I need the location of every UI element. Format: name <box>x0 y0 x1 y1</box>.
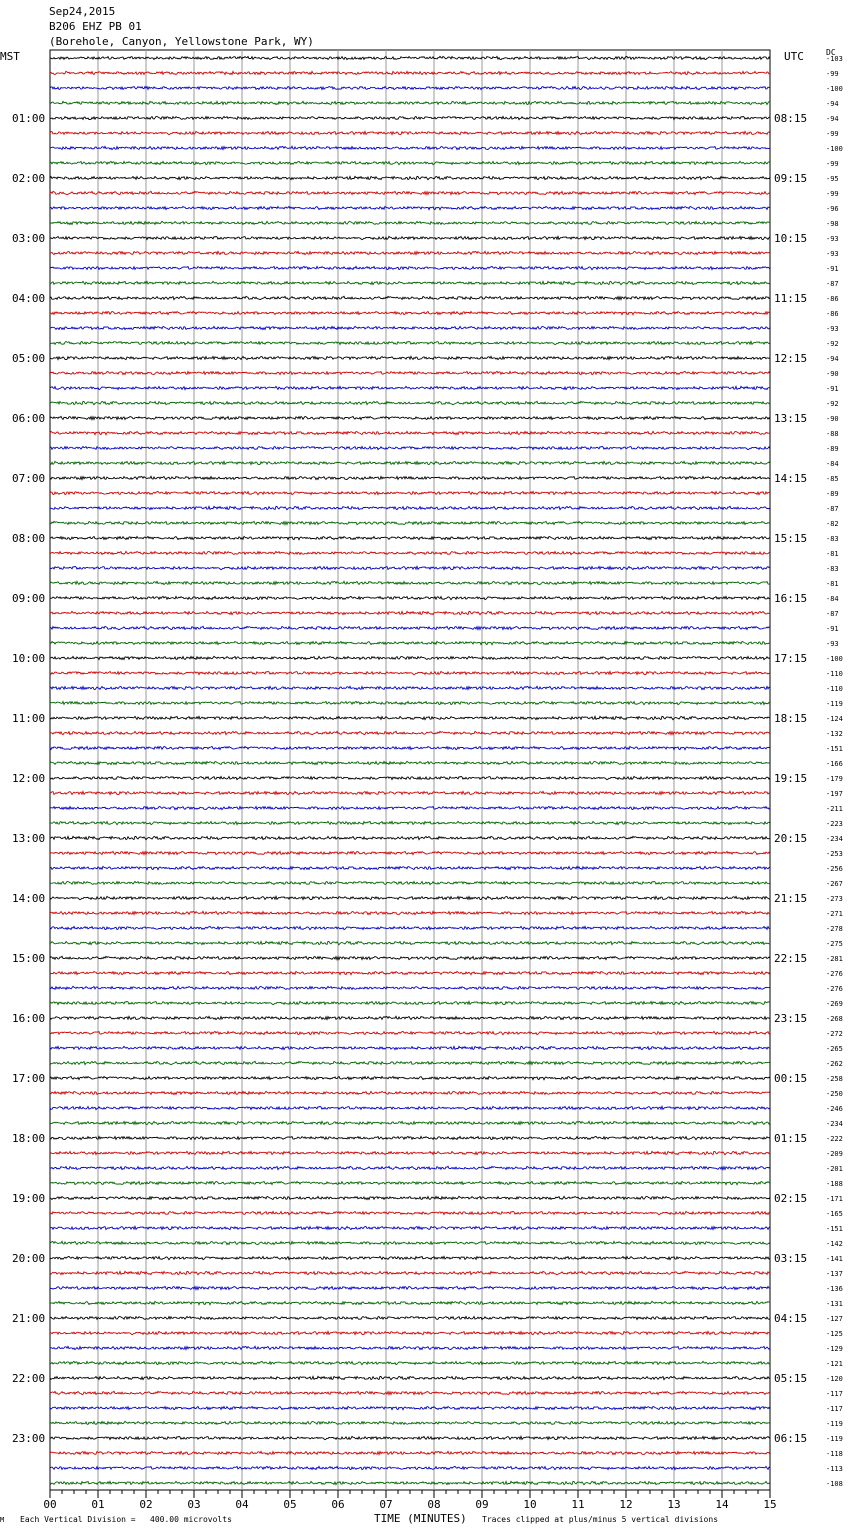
mst-hour-label: 14:00 <box>12 892 46 905</box>
dc-offset-label: -82 <box>826 520 839 528</box>
dc-offset-label: -92 <box>826 340 839 348</box>
seismic-trace <box>50 1136 770 1139</box>
seismic-trace <box>50 116 770 119</box>
seismic-trace <box>50 251 770 254</box>
utc-hour-label: 08:15 <box>774 112 808 125</box>
dc-offset-label: -256 <box>826 865 843 873</box>
seismic-trace <box>50 71 770 74</box>
station-location: (Borehole, Canyon, Yellowstone Park, WY) <box>49 35 314 48</box>
scale-note-prefix: Each Vertical Division = <box>20 1515 136 1524</box>
dc-offset-label: -84 <box>826 460 839 468</box>
seismic-trace <box>50 56 770 59</box>
dc-offset-label: -276 <box>826 970 843 978</box>
mst-hour-label: 16:00 <box>12 1012 46 1025</box>
mst-hour-label: 12:00 <box>12 772 46 785</box>
mst-hour-label: 21:00 <box>12 1312 46 1325</box>
dc-offset-label: -113 <box>826 1465 843 1473</box>
utc-hour-label: 12:15 <box>774 352 808 365</box>
seismic-trace <box>50 926 770 929</box>
x-tick-label: 15 <box>763 1498 777 1511</box>
dc-offset-label: -81 <box>826 550 839 558</box>
dc-offset-label: -151 <box>826 745 843 753</box>
seismic-trace <box>50 1151 770 1154</box>
seismic-trace <box>50 866 770 869</box>
dc-offset-label: -171 <box>826 1195 843 1203</box>
mst-hour-label: 05:00 <box>12 352 46 365</box>
dc-offset-label: -90 <box>826 370 839 378</box>
dc-offset-label: -87 <box>826 280 839 288</box>
dc-offset-label: -129 <box>826 1345 843 1353</box>
clip-note: Traces clipped at plus/minus 5 vertical divisions <box>482 1515 719 1524</box>
seismic-trace <box>50 566 770 569</box>
seismic-trace <box>50 161 770 164</box>
seismic-trace <box>50 1286 770 1289</box>
left-timezone-label: MST <box>0 50 20 63</box>
scale-note-value: 400.00 microvolts <box>150 1515 232 1524</box>
x-tick-label: 12 <box>619 1498 633 1511</box>
x-tick-label: 07 <box>379 1498 393 1511</box>
seismic-trace <box>50 1046 770 1049</box>
plot-date: Sep24,2015 <box>49 5 116 18</box>
seismic-trace <box>50 821 770 824</box>
mst-hour-label: 13:00 <box>12 832 46 845</box>
mst-hour-label: 18:00 <box>12 1132 46 1145</box>
seismic-trace <box>50 1481 770 1484</box>
seismic-trace <box>50 881 770 884</box>
dc-offset-label: -188 <box>826 1180 843 1188</box>
seismic-trace <box>50 1346 770 1349</box>
dc-offset-label: -222 <box>826 1135 843 1143</box>
seismic-trace <box>50 596 770 599</box>
seismic-trace <box>50 1391 770 1394</box>
x-tick-label: 02 <box>139 1498 153 1511</box>
seismic-trace <box>50 146 770 149</box>
seismic-trace <box>50 686 770 689</box>
dc-offset-label: -119 <box>826 700 843 708</box>
dc-offset-label: -234 <box>826 1120 843 1128</box>
dc-offset-label: -93 <box>826 235 839 243</box>
dc-offset-label: -92 <box>826 400 839 408</box>
utc-hour-label: 03:15 <box>774 1252 808 1265</box>
dc-offset-label: -90 <box>826 415 839 423</box>
seismic-trace <box>50 1106 770 1109</box>
dc-offset-label: -124 <box>826 715 843 723</box>
seismic-trace <box>50 476 770 479</box>
seismic-trace <box>50 461 770 464</box>
dc-offset-label: -271 <box>826 910 843 918</box>
seismic-trace <box>50 836 770 839</box>
seismic-trace <box>50 191 770 194</box>
dc-offset-label: -151 <box>826 1225 843 1233</box>
x-tick-label: 14 <box>715 1498 729 1511</box>
seismic-trace <box>50 1241 770 1244</box>
dc-offset-label: -84 <box>826 595 839 603</box>
x-tick-label: 04 <box>235 1498 249 1511</box>
dc-offset-label: -201 <box>826 1165 843 1173</box>
seismic-trace <box>50 236 770 239</box>
dc-offset-label: -94 <box>826 115 839 123</box>
seismic-trace <box>50 311 770 314</box>
dc-offset-label: -127 <box>826 1315 843 1323</box>
seismic-trace <box>50 401 770 404</box>
dc-offset-label: -197 <box>826 790 843 798</box>
seismic-trace <box>50 851 770 854</box>
seismic-trace <box>50 356 770 359</box>
seismic-trace <box>50 296 770 299</box>
seismic-trace <box>50 1181 770 1184</box>
seismic-trace <box>50 1301 770 1304</box>
dc-offset-label: -278 <box>826 925 843 933</box>
mst-hour-label: 11:00 <box>12 712 46 725</box>
mst-hour-label: 08:00 <box>12 532 46 545</box>
utc-hour-label: 21:15 <box>774 892 808 905</box>
dc-offset-label: -81 <box>826 580 839 588</box>
seismic-trace <box>50 1166 770 1169</box>
seismic-trace <box>50 1316 770 1319</box>
dc-offset-label: -265 <box>826 1045 843 1053</box>
seismic-trace <box>50 731 770 734</box>
dc-offset-label: -118 <box>826 1450 843 1458</box>
x-tick-label: 10 <box>523 1498 537 1511</box>
seismic-trace <box>50 1211 770 1214</box>
seismic-trace <box>50 506 770 509</box>
seismic-trace <box>50 491 770 494</box>
seismic-trace <box>50 86 770 89</box>
seismic-trace <box>50 1271 770 1274</box>
seismic-trace <box>50 1016 770 1019</box>
dc-offset-label: -136 <box>826 1285 843 1293</box>
seismic-trace <box>50 371 770 374</box>
utc-hour-label: 11:15 <box>774 292 808 305</box>
dc-offset-label: -91 <box>826 625 839 633</box>
utc-hour-label: 02:15 <box>774 1192 808 1205</box>
x-tick-label: 01 <box>91 1498 105 1511</box>
seismic-trace <box>50 656 770 659</box>
utc-hour-label: 22:15 <box>774 952 808 965</box>
dc-offset-label: -258 <box>826 1075 843 1083</box>
dc-offset-label: -93 <box>826 325 839 333</box>
utc-hour-label: 14:15 <box>774 472 808 485</box>
x-tick-label: 03 <box>187 1498 201 1511</box>
dc-offset-label: -262 <box>826 1060 843 1068</box>
dc-offset-label: -100 <box>826 655 843 663</box>
dc-offset-label: -120 <box>826 1375 843 1383</box>
dc-offset-label: -273 <box>826 895 843 903</box>
dc-offset-label: -94 <box>826 355 839 363</box>
seismic-trace <box>50 701 770 704</box>
seismic-trace <box>50 101 770 104</box>
seismic-trace <box>50 416 770 419</box>
dc-offset-label: -141 <box>826 1255 843 1263</box>
utc-hour-label: 15:15 <box>774 532 808 545</box>
dc-offset-label: -234 <box>826 835 843 843</box>
mst-hour-label: 17:00 <box>12 1072 46 1085</box>
utc-hour-label: 19:15 <box>774 772 808 785</box>
mst-hour-label: 20:00 <box>12 1252 46 1265</box>
dc-offset-label: -119 <box>826 1420 843 1428</box>
utc-hour-label: 23:15 <box>774 1012 808 1025</box>
mst-hour-label: 15:00 <box>12 952 46 965</box>
dc-offset-label: -179 <box>826 775 843 783</box>
seismic-trace <box>50 341 770 344</box>
utc-hour-label: 16:15 <box>774 592 808 605</box>
dc-offset-label: -99 <box>826 130 839 138</box>
x-tick-label: 00 <box>43 1498 57 1511</box>
dc-offset-label: -83 <box>826 565 839 573</box>
utc-hour-label: 09:15 <box>774 172 808 185</box>
seismic-trace <box>50 641 770 644</box>
utc-hour-label: 20:15 <box>774 832 808 845</box>
dc-offset-label: -110 <box>826 685 843 693</box>
seismic-trace <box>50 1001 770 1004</box>
seismic-trace <box>50 431 770 434</box>
utc-hour-label: 05:15 <box>774 1372 808 1385</box>
x-tick-label: 09 <box>475 1498 489 1511</box>
seismic-trace <box>50 1421 770 1424</box>
dc-offset-label: -86 <box>826 295 839 303</box>
dc-offset-label: -89 <box>826 445 839 453</box>
dc-offset-label: -117 <box>826 1405 843 1413</box>
seismic-trace <box>50 1466 770 1469</box>
seismic-trace <box>50 521 770 524</box>
utc-hour-label: 17:15 <box>774 652 808 665</box>
dc-offset-label: -83 <box>826 535 839 543</box>
mst-hour-label: 01:00 <box>12 112 46 125</box>
dc-offset-label: -100 <box>826 85 843 93</box>
dc-offset-label: -87 <box>826 505 839 513</box>
dc-offset-label: -117 <box>826 1390 843 1398</box>
seismic-trace <box>50 281 770 284</box>
seismic-trace <box>50 1076 770 1079</box>
seismic-trace <box>50 791 770 794</box>
dc-offset-label: -108 <box>826 1480 843 1488</box>
seismic-trace <box>50 611 770 614</box>
x-tick-label: 06 <box>331 1498 345 1511</box>
dc-offset-label: -89 <box>826 490 839 498</box>
right-timezone-label: UTC <box>784 50 804 63</box>
dc-offset-label: -269 <box>826 1000 843 1008</box>
dc-offset-label: -268 <box>826 1015 843 1023</box>
dc-offset-label: -99 <box>826 190 839 198</box>
seismic-trace <box>50 551 770 554</box>
dc-offset-label: -85 <box>826 475 839 483</box>
dc-offset-label: -131 <box>826 1300 843 1308</box>
seismic-trace <box>50 746 770 749</box>
dc-offset-label: -99 <box>826 160 839 168</box>
seismic-trace <box>50 1406 770 1409</box>
seismic-trace <box>50 536 770 539</box>
dc-offset-label: -276 <box>826 985 843 993</box>
utc-hour-label: 13:15 <box>774 412 808 425</box>
dc-offset-label: -132 <box>826 730 843 738</box>
seismic-trace <box>50 446 770 449</box>
dc-offset-label: -98 <box>826 220 839 228</box>
dc-offset-label: -86 <box>826 310 839 318</box>
x-tick-label: 08 <box>427 1498 441 1511</box>
seismic-trace <box>50 1091 770 1094</box>
mst-hour-label: 10:00 <box>12 652 46 665</box>
seismic-trace <box>50 1031 770 1034</box>
dc-offset-label: -119 <box>826 1435 843 1443</box>
mst-hour-label: 07:00 <box>12 472 46 485</box>
seismic-trace <box>50 971 770 974</box>
seismic-trace <box>50 626 770 629</box>
seismic-trace <box>50 1436 770 1439</box>
dc-offset-label: -93 <box>826 640 839 648</box>
mst-hour-label: 19:00 <box>12 1192 46 1205</box>
dc-offset-label: -137 <box>826 1270 843 1278</box>
dc-offset-label: -95 <box>826 175 839 183</box>
footer-mark: M <box>0 1516 5 1524</box>
utc-hour-label: 06:15 <box>774 1432 808 1445</box>
seismic-trace <box>50 1361 770 1364</box>
dc-offset-label: -142 <box>826 1240 843 1248</box>
dc-offset-label: -223 <box>826 820 843 828</box>
dc-offset-label: -267 <box>826 880 843 888</box>
seismic-trace <box>50 1121 770 1124</box>
dc-offset-label: -165 <box>826 1210 843 1218</box>
seismic-trace <box>50 776 770 779</box>
dc-offset-label: -87 <box>826 610 839 618</box>
dc-offset-label: -100 <box>826 145 843 153</box>
seismic-trace <box>50 386 770 389</box>
dc-offset-label: -93 <box>826 250 839 258</box>
seismic-trace <box>50 221 770 224</box>
dc-offset-label: -125 <box>826 1330 843 1338</box>
x-tick-label: 05 <box>283 1498 297 1511</box>
dc-offset-label: -250 <box>826 1090 843 1098</box>
dc-offset-label: -275 <box>826 940 843 948</box>
dc-offset-label: -272 <box>826 1030 843 1038</box>
seismic-trace <box>50 581 770 584</box>
seismic-trace <box>50 131 770 134</box>
dc-offset-label: -110 <box>826 670 843 678</box>
utc-hour-label: 01:15 <box>774 1132 808 1145</box>
mst-hour-label: 23:00 <box>12 1432 46 1445</box>
dc-offset-label: -88 <box>826 430 839 438</box>
seismic-trace <box>50 1376 770 1379</box>
x-tick-label: 13 <box>667 1498 681 1511</box>
seismic-trace <box>50 266 770 269</box>
x-tick-label: 11 <box>571 1498 585 1511</box>
dc-offset-label: -94 <box>826 100 839 108</box>
mst-hour-label: 22:00 <box>12 1372 46 1385</box>
dc-offset-label: -96 <box>826 205 839 213</box>
dc-offset-label: -103 <box>826 55 843 63</box>
seismic-trace <box>50 1061 770 1064</box>
utc-hour-label: 04:15 <box>774 1312 808 1325</box>
seismic-trace <box>50 671 770 674</box>
seismic-trace <box>50 911 770 914</box>
x-axis-title: TIME (MINUTES) <box>374 1512 467 1525</box>
dc-offset-label: -91 <box>826 385 839 393</box>
seismic-trace <box>50 1256 770 1259</box>
utc-hour-label: 18:15 <box>774 712 808 725</box>
dc-offset-label: -166 <box>826 760 843 768</box>
seismic-trace <box>50 806 770 809</box>
seismic-trace <box>50 986 770 989</box>
mst-hour-label: 02:00 <box>12 172 46 185</box>
station-name: B206 EHZ PB 01 <box>49 20 142 33</box>
seismic-trace <box>50 761 770 764</box>
dc-offset-label: -253 <box>826 850 843 858</box>
mst-hour-label: 03:00 <box>12 232 46 245</box>
dc-offset-label: -281 <box>826 955 843 963</box>
mst-hour-label: 04:00 <box>12 292 46 305</box>
seismic-trace <box>50 941 770 944</box>
dc-offset-label: -91 <box>826 265 839 273</box>
seismic-trace <box>50 1226 770 1229</box>
seismic-trace <box>50 176 770 179</box>
seismic-trace <box>50 716 770 719</box>
seismic-trace <box>50 956 770 959</box>
seismic-trace <box>50 326 770 329</box>
dc-offset-label: -99 <box>826 70 839 78</box>
seismic-trace <box>50 896 770 899</box>
mst-hour-label: 06:00 <box>12 412 46 425</box>
seismic-trace <box>50 1451 770 1454</box>
seismic-trace <box>50 206 770 209</box>
dc-offset-label: -121 <box>826 1360 843 1368</box>
seismic-trace <box>50 1331 770 1334</box>
dc-offset-label: -246 <box>826 1105 843 1113</box>
dc-offset-header: DC <box>826 48 836 57</box>
mst-hour-label: 09:00 <box>12 592 46 605</box>
seismic-trace <box>50 1196 770 1199</box>
dc-offset-label: -209 <box>826 1150 843 1158</box>
utc-hour-label: 10:15 <box>774 232 808 245</box>
utc-hour-label: 00:15 <box>774 1072 808 1085</box>
dc-offset-label: -211 <box>826 805 843 813</box>
